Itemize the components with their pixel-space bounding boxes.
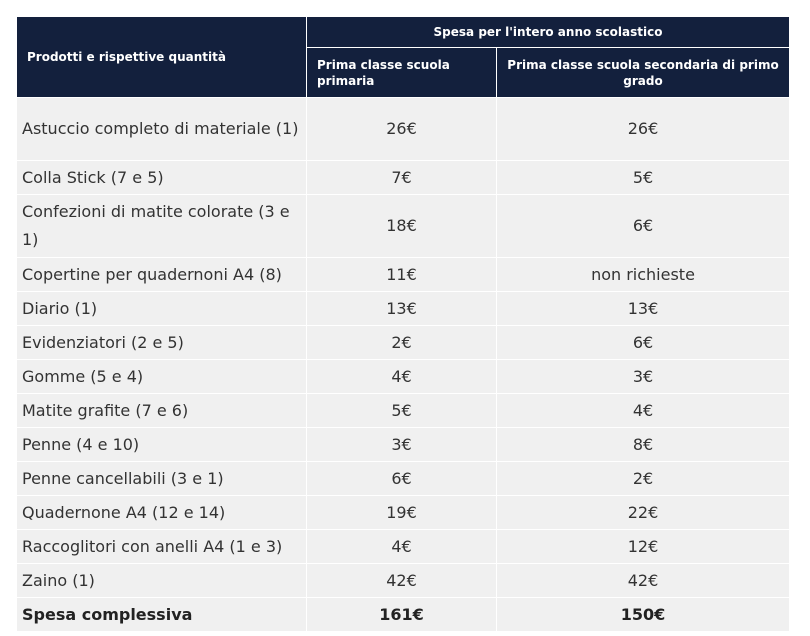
cell-secondaria: 26€ bbox=[497, 98, 790, 161]
total-label: Spesa complessiva bbox=[17, 598, 307, 632]
table-header bbox=[17, 17, 790, 98]
table-row bbox=[17, 360, 790, 394]
table-row bbox=[17, 326, 790, 360]
cell-product: Zaino (1) bbox=[17, 564, 307, 598]
total-secondaria: 150€ bbox=[497, 598, 790, 632]
header-annual-spending: Spesa per l'intero anno scolastico bbox=[307, 17, 790, 48]
table-row bbox=[17, 428, 790, 462]
table-row bbox=[17, 462, 790, 496]
cell-product: Evidenziatori (2 e 5) bbox=[17, 326, 307, 360]
cell-product: Diario (1) bbox=[17, 292, 307, 326]
school-supplies-cost-table bbox=[16, 16, 790, 632]
cell-secondaria: 8€ bbox=[497, 428, 790, 462]
table-row bbox=[17, 564, 790, 598]
table-row bbox=[17, 161, 790, 195]
table-row bbox=[17, 98, 790, 161]
cell-product: Copertine per quadernoni A4 (8) bbox=[17, 258, 307, 292]
header-products: Prodotti e rispettive quantità bbox=[17, 17, 307, 98]
table-row bbox=[17, 258, 790, 292]
cell-primaria: 42€ bbox=[307, 564, 497, 598]
cell-product: Raccoglitori con anelli A4 (1 e 3) bbox=[17, 530, 307, 564]
cell-primaria: 6€ bbox=[307, 462, 497, 496]
cell-product: Quadernone A4 (12 e 14) bbox=[17, 496, 307, 530]
cell-primaria: 4€ bbox=[307, 360, 497, 394]
total-primaria: 161€ bbox=[307, 598, 497, 632]
cell-product: Colla Stick (7 e 5) bbox=[17, 161, 307, 195]
cell-product: Penne cancellabili (3 e 1) bbox=[17, 462, 307, 496]
cell-secondaria: 2€ bbox=[497, 462, 790, 496]
cell-product: Gomme (5 e 4) bbox=[17, 360, 307, 394]
cell-secondaria: 6€ bbox=[497, 195, 790, 258]
cell-secondaria: 22€ bbox=[497, 496, 790, 530]
total-row bbox=[17, 598, 790, 632]
cell-secondaria: 13€ bbox=[497, 292, 790, 326]
table-row bbox=[17, 394, 790, 428]
cell-primaria: 19€ bbox=[307, 496, 497, 530]
table-row bbox=[17, 496, 790, 530]
cell-primaria: 11€ bbox=[307, 258, 497, 292]
cell-primaria: 18€ bbox=[307, 195, 497, 258]
table-row bbox=[17, 195, 790, 258]
cell-primaria: 2€ bbox=[307, 326, 497, 360]
cell-product: Astuccio completo di materiale (1) bbox=[17, 98, 307, 161]
cell-product: Matite grafite (7 e 6) bbox=[17, 394, 307, 428]
cell-secondaria: 5€ bbox=[497, 161, 790, 195]
cell-primaria: 7€ bbox=[307, 161, 497, 195]
cell-primaria: 5€ bbox=[307, 394, 497, 428]
header-primaria: Prima classe scuola primaria bbox=[307, 48, 497, 98]
cell-primaria: 3€ bbox=[307, 428, 497, 462]
table-row bbox=[17, 530, 790, 564]
cell-secondaria: non richieste bbox=[497, 258, 790, 292]
table-row bbox=[17, 292, 790, 326]
cell-primaria: 4€ bbox=[307, 530, 497, 564]
cell-secondaria: 42€ bbox=[497, 564, 790, 598]
cell-secondaria: 12€ bbox=[497, 530, 790, 564]
cell-product: Penne (4 e 10) bbox=[17, 428, 307, 462]
cell-secondaria: 3€ bbox=[497, 360, 790, 394]
cell-primaria: 13€ bbox=[307, 292, 497, 326]
cell-primaria: 26€ bbox=[307, 98, 497, 161]
cell-product: Confezioni di matite colorate (3 e 1) bbox=[17, 195, 307, 258]
cell-secondaria: 4€ bbox=[497, 394, 790, 428]
cell-secondaria: 6€ bbox=[497, 326, 790, 360]
header-secondaria: Prima classe scuola secondaria di primo grado bbox=[497, 48, 790, 98]
table-body bbox=[17, 98, 790, 632]
